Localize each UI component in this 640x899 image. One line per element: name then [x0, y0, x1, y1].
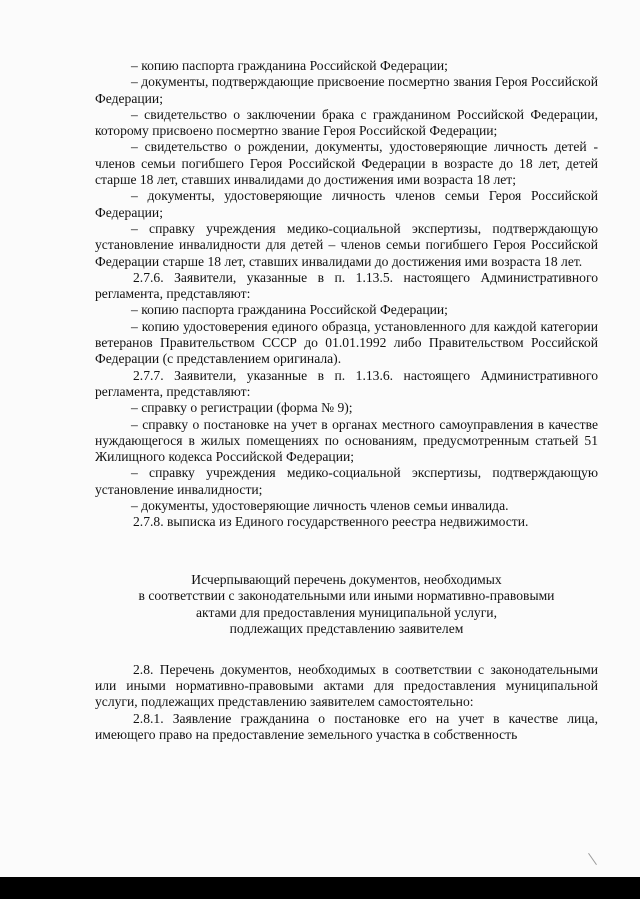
section-paragraph: 2.7.8. выписка из Единого государственного реестра недвижимости. [133, 514, 529, 530]
list-item: – документы, подтверждающие присвоение посмертно звания Героя Российской Федерации; [95, 74, 598, 106]
section-heading-line: в соответствии с законодательными или иными нормативно-правовыми [138, 588, 555, 604]
section-paragraph: 2.8. Перечень документов, необходимых в соответствии с законодательными или иными нормативно-правовыми актами для предоставления муниципальной услуги, подлежащих представлению заявителем самостоятельно: [95, 661, 598, 710]
list-item: – документы, удостоверяющие личность членов семьи инвалида. [131, 498, 509, 514]
section-heading-line: Исчерпывающий перечень документов, необходимых [191, 571, 502, 587]
scan-mark [588, 853, 597, 865]
list-item: – справку учреждения медико-социальной экспертизы, подтверждающую установление инвалидности для детей – членов семьи погибшего Героя Российской Федерации старше 18 лет, ставших инвалидами до достижения ими возраста 18 лет. [95, 220, 598, 269]
list-item: – свидетельство о рождении, документы, удостоверяющие личность детей - членов семьи погибшего Героя Российской Федерации в возрасте до 18 лет, детей старше 18 лет, ставших инвалидами до достижения ими возраста 18 лет; [95, 139, 598, 188]
list-item: – копию паспорта гражданина Российской Федерации; [131, 302, 448, 318]
spacer [95, 638, 598, 662]
section-heading-line: актами для предоставления муниципальной услуги, [196, 604, 497, 620]
list-item: – копию паспорта гражданина Российской Федерации; [131, 58, 448, 73]
list-item: – копию удостоверения единого образца, установленного для каждой категории ветеранов Правительством СССР до 01.01.1992 либо Правительством Российской Федерации (с представлением оригинала). [95, 318, 598, 367]
section-paragraph: 2.7.7. Заявители, указанные в п. 1.13.6. настоящего Административного регламента, представляют: [95, 367, 598, 399]
list-item: – справку о регистрации (форма № 9); [131, 400, 353, 416]
list-item: – документы, удостоверяющие личность членов семьи Героя Российской Федерации; [95, 188, 598, 220]
section-heading-line: подлежащих представлению заявителем [229, 621, 464, 637]
spacer [95, 531, 598, 572]
section-paragraph: 2.7.6. Заявители, указанные в п. 1.13.5. настоящего Административного регламента, представляют: [95, 269, 598, 302]
section-paragraph: 2.8.1. Заявление гражданина о постановке его на учет в качестве лица, имеющего право на предоставление земельного участка в собственность [95, 710, 598, 742]
list-item: – свидетельство о заключении брака с гражданином Российской Федерации, которому присвоено посмертно звание Героя Российской Федерации; [95, 106, 598, 139]
list-item: – справку о постановке на учет в органах местного самоуправления в качестве нуждающегося в жилых помещениях по основаниям, предусмотренным статьей 51 Жилищного кодекса Российской Федерации; [95, 416, 598, 465]
list-item: – справку учреждения медико-социальной экспертизы, подтверждающую установление инвалидности; [95, 465, 598, 497]
document-body [95, 58, 598, 743]
